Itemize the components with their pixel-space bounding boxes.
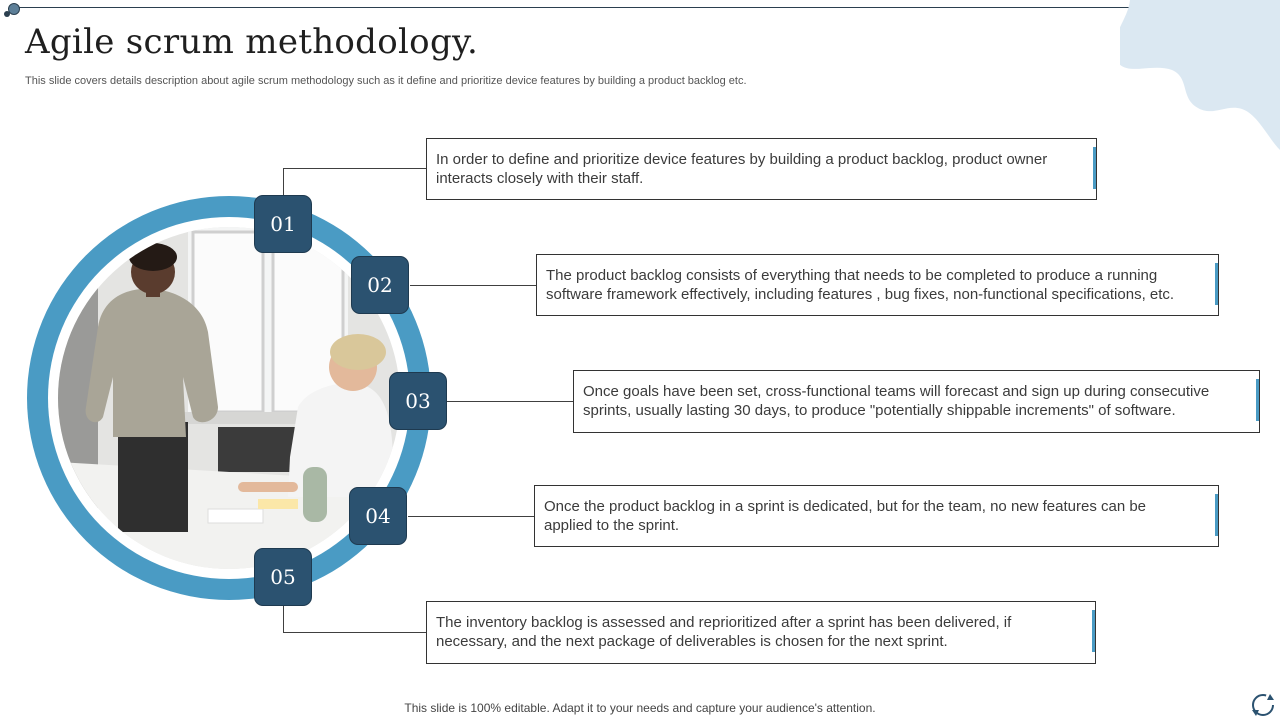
node-dot-small-icon (4, 11, 10, 17)
step-badge-04: 04 (349, 487, 407, 545)
step-box-05 (426, 601, 1096, 664)
decorative-blob (1120, 0, 1280, 150)
step-box-02 (536, 254, 1219, 316)
page-title: Agile scrum methodology. (25, 22, 479, 62)
step-badge-02: 02 (351, 256, 409, 314)
top-rule (18, 7, 1280, 8)
connector-05-vertical (283, 606, 284, 633)
connector-03 (447, 401, 574, 402)
step-text-01: In order to define and prioritize device features by building a product backlog, product owner interacts closely with their staff. (436, 151, 1048, 187)
step-box-04 (534, 485, 1219, 547)
connector-04 (408, 516, 535, 517)
step-text-03: Once goals have been set, cross-functional teams will forecast and sign up during consecutive sprints, usually lasting 30 days, to produce "potentially shippable increments" of software. (583, 383, 1210, 419)
step-text-05: The inventory backlog is assessed and reprioritized after a sprint has been delivered, if necessary, and the next package of deliverables is chosen for the next sprint. (436, 614, 1012, 650)
step-box-01 (426, 138, 1097, 200)
step-badge-03: 03 (389, 372, 447, 430)
step-text-04: Once the product backlog in a sprint is dedicated, but for the team, no new features can be applied to the sprint. (544, 498, 1147, 534)
box-accent-bar (1215, 494, 1218, 536)
connector-01-vertical (283, 168, 284, 195)
connector-02 (410, 285, 537, 286)
box-accent-bar (1256, 379, 1259, 421)
step-box-03 (573, 370, 1260, 433)
connector-05-horizontal (283, 632, 427, 633)
refresh-icon[interactable] (1250, 692, 1276, 718)
step-text-02: The product backlog consists of everything that needs to be completed to produce a running software framework effectively, including features , bug fixes, non-functional specifications, etc. (546, 267, 1175, 303)
box-accent-bar (1092, 610, 1095, 652)
footer-note: This slide is 100% editable. Adapt it to your needs and capture your audience's attention. (404, 701, 876, 715)
page-subtitle: This slide covers details description about agile scrum methodology such as it define and prioritize device features by building a product backlog etc. (25, 75, 747, 87)
box-accent-bar (1093, 147, 1096, 189)
step-badge-01: 01 (254, 195, 312, 253)
box-accent-bar (1215, 263, 1218, 305)
step-badge-05: 05 (254, 548, 312, 606)
connector-01-horizontal (283, 168, 427, 169)
